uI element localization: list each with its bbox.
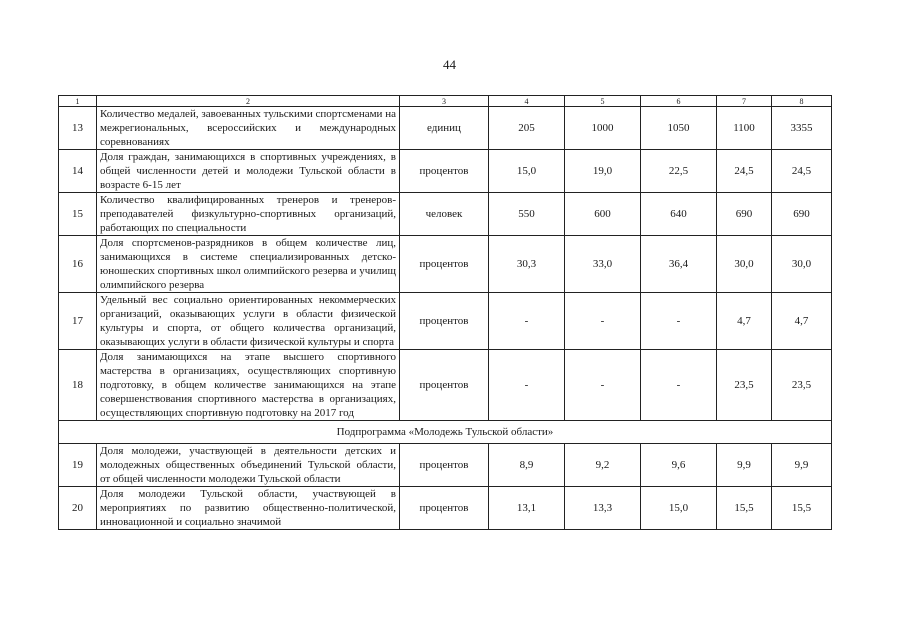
value-cell: 4,7	[772, 293, 832, 350]
indicator-description: Доля занимающихся на этапе высшего спортивного мастерства в организациях, осуществляющих спортивную подготовку, в общем количестве занимающихся на этапе совершенствования спортивного мастерства в организациях, осуществляющих спортивную подготовку на 2017 год	[97, 350, 400, 421]
value-cell: 23,5	[772, 350, 832, 421]
value-cell: 13,3	[565, 487, 641, 530]
unit-cell: процентов	[400, 236, 489, 293]
value-cell: -	[489, 293, 565, 350]
value-cell: 22,5	[641, 150, 717, 193]
value-cell: 4,7	[717, 293, 772, 350]
unit-cell: процентов	[400, 350, 489, 421]
indicator-description: Удельный вес социально ориентированных некоммерческих организаций, оказывающих услуги в области физической культуры и спорта, от общего количества организаций, оказывающих услуги в области физической культуры и спорта	[97, 293, 400, 350]
row-number: 15	[59, 193, 97, 236]
column-header: 2	[97, 96, 400, 107]
row-number: 14	[59, 150, 97, 193]
indicator-description: Количество квалифицированных тренеров и тренеров-преподавателей физкультурно-спортивных организаций, работающих по специальности	[97, 193, 400, 236]
value-cell: 24,5	[717, 150, 772, 193]
value-cell: 1100	[717, 107, 772, 150]
value-cell: 15,0	[641, 487, 717, 530]
row-number: 19	[59, 444, 97, 487]
value-cell: 9,9	[772, 444, 832, 487]
row-number: 16	[59, 236, 97, 293]
value-cell: 690	[717, 193, 772, 236]
value-cell: 1000	[565, 107, 641, 150]
unit-cell: процентов	[400, 293, 489, 350]
table-row	[59, 350, 832, 421]
unit-cell: единиц	[400, 107, 489, 150]
row-number: 13	[59, 107, 97, 150]
row-number: 18	[59, 350, 97, 421]
indicator-description: Доля молодежи Тульской области, участвующей в мероприятиях по развитию общественно-политической, инновационной и социально значимой	[97, 487, 400, 530]
value-cell: 15,5	[717, 487, 772, 530]
value-cell: -	[489, 350, 565, 421]
column-header: 6	[641, 96, 717, 107]
value-cell: -	[565, 350, 641, 421]
indicator-description: Доля молодежи, участвующей в деятельности детских и молодежных общественных объединений Тульской области, от общей численности молодежи Тульской области	[97, 444, 400, 487]
value-cell: 550	[489, 193, 565, 236]
column-header: 5	[565, 96, 641, 107]
value-cell: 9,6	[641, 444, 717, 487]
value-cell: 690	[772, 193, 832, 236]
indicator-description: Доля граждан, занимающихся в спортивных учреждениях, в общей численности детей и молодежи Тульской области в возрасте 6-15 лет	[97, 150, 400, 193]
value-cell: -	[641, 293, 717, 350]
indicator-description: Доля спортсменов-разрядников в общем количестве лиц, занимающихся в системе специализированных детско-юношеских спортивных школ олимпийского резерва и училищ олимпийского резерва	[97, 236, 400, 293]
value-cell: 30,0	[717, 236, 772, 293]
value-cell: 36,4	[641, 236, 717, 293]
unit-cell: процентов	[400, 444, 489, 487]
row-number: 20	[59, 487, 97, 530]
indicator-description: Количество медалей, завоеванных тульскими спортсменами на межрегиональных, всероссийских и международных соревнованиях	[97, 107, 400, 150]
value-cell: 19,0	[565, 150, 641, 193]
value-cell: 23,5	[717, 350, 772, 421]
section-title: Подпрограмма «Молодежь Тульской области»	[59, 421, 832, 444]
page-number: 44	[443, 57, 456, 72]
column-header: 4	[489, 96, 565, 107]
table-row	[59, 150, 832, 193]
column-header: 3	[400, 96, 489, 107]
column-header: 8	[772, 96, 832, 107]
table-row	[59, 236, 832, 293]
table-body	[59, 96, 832, 530]
row-number: 17	[59, 293, 97, 350]
unit-cell: процентов	[400, 150, 489, 193]
value-cell: -	[565, 293, 641, 350]
table-row	[59, 107, 832, 150]
column-header-row	[59, 96, 832, 107]
value-cell: 15,0	[489, 150, 565, 193]
value-cell: 640	[641, 193, 717, 236]
table-row	[59, 293, 832, 350]
value-cell: 3355	[772, 107, 832, 150]
value-cell: -	[641, 350, 717, 421]
value-cell: 30,0	[772, 236, 832, 293]
section-row	[59, 421, 832, 444]
indicators-table	[58, 95, 832, 530]
value-cell: 8,9	[489, 444, 565, 487]
table-row	[59, 193, 832, 236]
table-row	[59, 487, 832, 530]
value-cell: 33,0	[565, 236, 641, 293]
unit-cell: процентов	[400, 487, 489, 530]
value-cell: 1050	[641, 107, 717, 150]
value-cell: 24,5	[772, 150, 832, 193]
value-cell: 13,1	[489, 487, 565, 530]
value-cell: 9,9	[717, 444, 772, 487]
value-cell: 9,2	[565, 444, 641, 487]
table-row	[59, 444, 832, 487]
column-header: 7	[717, 96, 772, 107]
value-cell: 205	[489, 107, 565, 150]
value-cell: 15,5	[772, 487, 832, 530]
value-cell: 600	[565, 193, 641, 236]
column-header: 1	[59, 96, 97, 107]
unit-cell: человек	[400, 193, 489, 236]
value-cell: 30,3	[489, 236, 565, 293]
